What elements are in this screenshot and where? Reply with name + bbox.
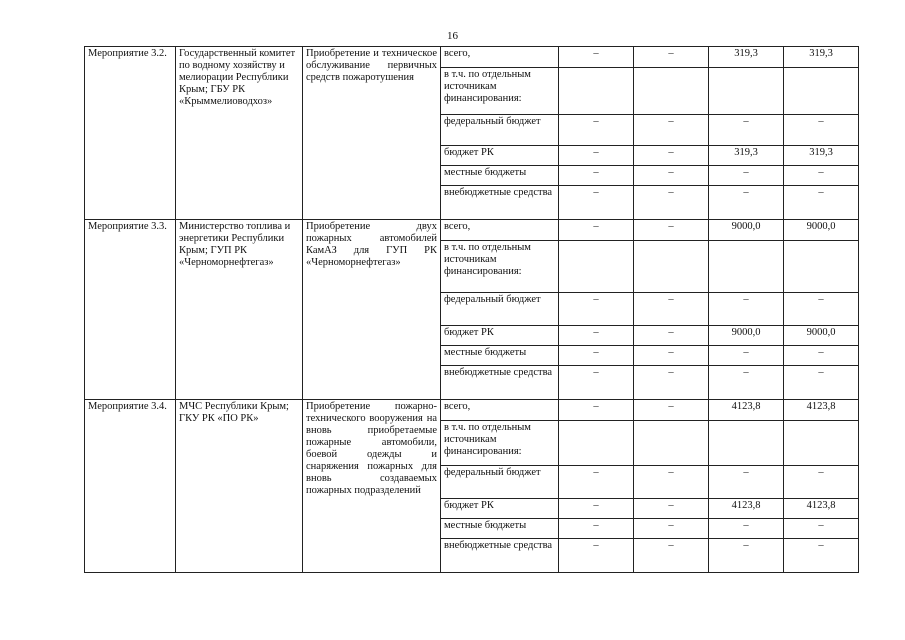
event-executor: МЧС Республики Крым; ГКУ РК «ПО РК» bbox=[176, 400, 303, 573]
amount-cell: – bbox=[634, 519, 709, 539]
amount-cell: – bbox=[559, 539, 634, 573]
amount-cell: 9000,0 bbox=[784, 220, 859, 241]
amount-cell bbox=[709, 68, 784, 115]
amount-cell: 319,3 bbox=[784, 146, 859, 166]
amount-cell: – bbox=[559, 466, 634, 499]
amount-cell: – bbox=[634, 220, 709, 241]
amount-cell: – bbox=[709, 466, 784, 499]
table-row bbox=[85, 400, 859, 421]
funding-source: всего, bbox=[441, 220, 559, 241]
amount-cell: – bbox=[559, 366, 634, 400]
funding-source: бюджет РК bbox=[441, 499, 559, 519]
amount-cell: – bbox=[634, 400, 709, 421]
amount-cell: 9000,0 bbox=[709, 220, 784, 241]
amount-cell: – bbox=[709, 186, 784, 220]
amount-cell: – bbox=[559, 166, 634, 186]
table-row bbox=[85, 47, 859, 68]
event-name: Мероприятие 3.2. bbox=[85, 47, 176, 220]
amount-cell: 319,3 bbox=[709, 146, 784, 166]
amount-cell bbox=[784, 421, 859, 466]
page-number: 16 bbox=[447, 30, 458, 42]
funding-source: в т.ч. по отдельным источникам финансирования: bbox=[441, 421, 559, 466]
amount-cell: – bbox=[784, 519, 859, 539]
amount-cell: 4123,8 bbox=[709, 499, 784, 519]
funding-source: местные бюджеты bbox=[441, 166, 559, 186]
amount-cell: – bbox=[634, 115, 709, 146]
amount-cell bbox=[559, 421, 634, 466]
amount-cell: – bbox=[709, 166, 784, 186]
amount-cell: 4123,8 bbox=[709, 400, 784, 421]
funding-source: местные бюджеты bbox=[441, 519, 559, 539]
amount-cell: – bbox=[634, 539, 709, 573]
amount-cell bbox=[634, 241, 709, 293]
amount-cell bbox=[709, 421, 784, 466]
amount-cell: – bbox=[634, 366, 709, 400]
funding-source: бюджет РК bbox=[441, 326, 559, 346]
event-description: Приобретение пожарно-технического вооружения на вновь приобретаемые пожарные автомобили, боевой одежды и снаряжения пожарных для вновь создаваемых пожарных подразделений bbox=[303, 400, 441, 573]
amount-cell: – bbox=[559, 115, 634, 146]
amount-cell: – bbox=[784, 293, 859, 326]
amount-cell bbox=[559, 241, 634, 293]
amount-cell: – bbox=[634, 47, 709, 68]
amount-cell: – bbox=[559, 519, 634, 539]
amount-cell: – bbox=[559, 346, 634, 366]
event-name: Мероприятие 3.3. bbox=[85, 220, 176, 400]
amount-cell: 319,3 bbox=[784, 47, 859, 68]
funding-source: федеральный бюджет bbox=[441, 293, 559, 326]
amount-cell: – bbox=[559, 293, 634, 326]
funding-source: всего, bbox=[441, 47, 559, 68]
amount-cell: – bbox=[709, 293, 784, 326]
funding-source: внебюджетные средства bbox=[441, 366, 559, 400]
amount-cell: 319,3 bbox=[709, 47, 784, 68]
amount-cell: – bbox=[634, 326, 709, 346]
amount-cell: – bbox=[559, 186, 634, 220]
amount-cell: – bbox=[559, 220, 634, 241]
funding-source: внебюджетные средства bbox=[441, 539, 559, 573]
funding-source: федеральный бюджет bbox=[441, 115, 559, 146]
amount-cell: – bbox=[559, 499, 634, 519]
amount-cell: – bbox=[784, 166, 859, 186]
amount-cell: – bbox=[709, 519, 784, 539]
amount-cell: – bbox=[559, 400, 634, 421]
amount-cell: – bbox=[634, 166, 709, 186]
amount-cell: – bbox=[784, 346, 859, 366]
event-description: Приобретение двух пожарных автомобилей КамАЗ для ГУП РК «Черноморнефтегаз» bbox=[303, 220, 441, 400]
amount-cell: – bbox=[634, 186, 709, 220]
amount-cell: – bbox=[634, 499, 709, 519]
amount-cell bbox=[784, 68, 859, 115]
amount-cell: – bbox=[634, 146, 709, 166]
event-executor: Министерство топлива и энергетики Республики Крым; ГУП РК «Черноморнефтегаз» bbox=[176, 220, 303, 400]
amount-cell: – bbox=[709, 539, 784, 573]
event-name: Мероприятие 3.4. bbox=[85, 400, 176, 573]
amount-cell: 4123,8 bbox=[784, 400, 859, 421]
amount-cell: – bbox=[559, 146, 634, 166]
amount-cell: – bbox=[559, 326, 634, 346]
amount-cell: – bbox=[709, 366, 784, 400]
amount-cell: – bbox=[634, 346, 709, 366]
amount-cell bbox=[709, 241, 784, 293]
funding-source: местные бюджеты bbox=[441, 346, 559, 366]
amount-cell: – bbox=[634, 466, 709, 499]
amount-cell bbox=[634, 68, 709, 115]
amount-cell: – bbox=[784, 466, 859, 499]
amount-cell: 9000,0 bbox=[784, 326, 859, 346]
amount-cell: – bbox=[784, 366, 859, 400]
funding-source: внебюджетные средства bbox=[441, 186, 559, 220]
amount-cell: – bbox=[709, 346, 784, 366]
funding-table bbox=[84, 46, 859, 573]
amount-cell: – bbox=[784, 539, 859, 573]
amount-cell: 4123,8 bbox=[784, 499, 859, 519]
amount-cell: – bbox=[784, 115, 859, 146]
amount-cell: 9000,0 bbox=[709, 326, 784, 346]
amount-cell: – bbox=[559, 47, 634, 68]
amount-cell: – bbox=[784, 186, 859, 220]
event-description: Приобретение и техническое обслуживание первичных средств пожаротушения bbox=[303, 47, 441, 220]
event-executor: Государственный комитет по водному хозяйству и мелиорации Республики Крым; ГБУ РК «Крыммелиоводхоз» bbox=[176, 47, 303, 220]
amount-cell bbox=[784, 241, 859, 293]
funding-source: бюджет РК bbox=[441, 146, 559, 166]
funding-source: в т.ч. по отдельным источникам финансирования: bbox=[441, 68, 559, 115]
amount-cell bbox=[634, 421, 709, 466]
funding-source: в т.ч. по отдельным источникам финансирования: bbox=[441, 241, 559, 293]
amount-cell bbox=[559, 68, 634, 115]
funding-source: всего, bbox=[441, 400, 559, 421]
funding-source: федеральный бюджет bbox=[441, 466, 559, 499]
amount-cell: – bbox=[634, 293, 709, 326]
amount-cell: – bbox=[709, 115, 784, 146]
table-row bbox=[85, 220, 859, 241]
